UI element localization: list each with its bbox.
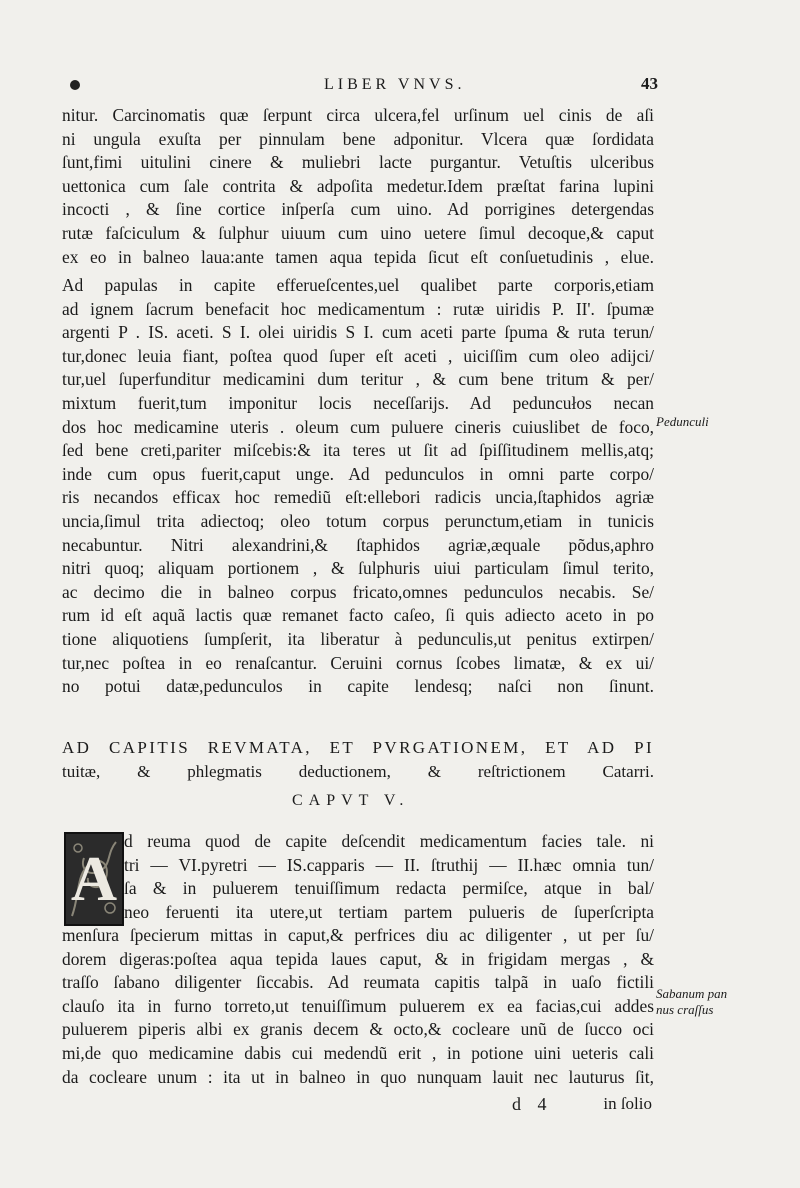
paragraph-papulae-pedunculi xyxy=(62,274,654,699)
text-line: mixtum fuerit,tum imponitur locis neceſſarijs. Ad peduncułos necan xyxy=(62,392,654,413)
text-line: dos hoc medicamine uteris . oleum cum puluere cineris cuiuslibet de foco, xyxy=(62,416,654,437)
text-line: ad ignem ſacrum benefacit hoc medicamentum : rutæ uiridis P. II'. ſpumæ xyxy=(62,298,654,319)
text-line: ni ungula exuſta per pinnulam bene adponitur. Vlcera quæ ſordidata xyxy=(62,128,654,149)
text-line: nitur. Carcinomatis quæ ſerpunt circa ulcera,fel urſinum uel cinis de aſi xyxy=(62,105,654,125)
text-line: Ad papulas in capite efferueſcentes,uel qualibet parte corporis,etiam xyxy=(62,275,654,295)
paragraph-reuma xyxy=(62,924,654,1089)
text-line: ſa & in puluerem tenuiſſimum redacta permiſce, atque in bal/ xyxy=(124,878,654,899)
text-line: menſura ſpecierum mittas in caput,& perfrices diu ac diligenter , ut per ſu/ xyxy=(62,925,654,945)
text-line: tri — VI.pyretri — IS.capparis — II. ſtruthij — II.hæc omnia tun/ xyxy=(124,854,654,875)
running-title: LIBER VNVS. xyxy=(324,76,466,93)
text-line: clauſo ita in furno torreto,ut tenuiſſimum puluerem ex ea facias,cui addes xyxy=(62,995,654,1016)
text-line: ſed bene creti,pariter miſcebis:& ita teres ut ſit ad ſpiſſitudinem mellis,atq; xyxy=(62,440,654,461)
catchword: in ſolio xyxy=(603,1094,652,1113)
text-line: rutæ faſciculum & ſulphur uiuum cum uino uetere ſimul decoque,& caput xyxy=(62,222,654,243)
text-line: argenti P . IS. aceti. S I. olei uiridis S I. cum aceti parte ſpuma & ruta terun/ xyxy=(62,322,654,343)
text-line: uncia,ſimul trita adiectoq; oleo totum corpus perunctum,etiam in tunicis xyxy=(62,510,654,531)
initial-letter: A xyxy=(70,843,118,914)
signature-mark: d 4 xyxy=(512,1094,553,1114)
text-line: tur,donec leuia fiant, poſtea quod ſuper eſt aceti , uiciſſim cum oleo adijci/ xyxy=(62,345,654,366)
text-line: rum id eſt aquã lactis quæ remanet facto caſeo, ſi quis adiecto aceto in po xyxy=(62,605,654,626)
text-line: necabuntur. Nitri alexandrini,& ſtaphidos agriæ,æquale põdus,aphro xyxy=(62,534,654,555)
text-line: ex eo in balneo laua:ante tamen aqua tepida ſicut eſt conſuetudinis , elue. xyxy=(62,246,654,267)
section-heading-line: AD CAPITIS REVMATA, ET PVRGATIONEM, ET AD PI xyxy=(62,738,654,757)
text-line: dorem digeras:poſtea aqua tepida laues caput, & in frigidam mergas , & xyxy=(62,948,654,969)
paragraph-ulcers xyxy=(62,104,654,269)
chapter-title: CAPVT V. xyxy=(292,792,410,809)
section-heading-line: tuitæ, & phlegmatis deductionem, & reſtrictionem Catarri. xyxy=(62,761,654,781)
section-heading xyxy=(62,736,654,783)
text-line: inde cum opus fuerit,caput unge. Ad pedunculos in omni parte corpo/ xyxy=(62,463,654,484)
text-line: mi,de quo medicamine dabis cui medendũ erit , in potione uini ueteris cali xyxy=(62,1042,654,1063)
page-footer xyxy=(62,1094,654,1118)
text-line: ris necandos efficax hoc remediũ eſt:ellebori radicis uncia,ſtaphidos agriæ xyxy=(62,487,654,508)
text-line: da cocleare unum : ita ut in balneo in quo nunquam lauit nec lauturus ſit, xyxy=(62,1066,654,1087)
margin-note-sabanum: Sabanum pan nus craſſus xyxy=(656,986,728,1017)
text-line: ac decimo die in balneo corpus fricato,omnes pedunculos necabis. Se/ xyxy=(62,581,654,602)
text-line: no potui datæ,pedunculos in capite lendesq; naſci non ſinunt. xyxy=(62,676,654,697)
text-line: d reuma quod de capite deſcendit medicamentum facies tale. ni xyxy=(124,831,654,851)
page-header xyxy=(62,76,658,100)
text-line: tur,uel ſuperfunditur medicamini dum teritur , & cum bene tritum & per/ xyxy=(62,369,654,390)
text-line: neo feruenti ita utere,ut tertiam partem pulueris de ſuperſcripta xyxy=(124,901,654,922)
text-line: incocti , & ſine cortice inſperſa cum uino. Ad porrigines detergendas xyxy=(62,199,654,220)
text-line: puluerem piperis albi ex granis decem & octo,& cocleare unũ de ſucco oci xyxy=(62,1019,654,1040)
text-line: nitri quoq; aliquam portionem , & ſulphuris uiui particulam ſimul terito, xyxy=(62,558,654,579)
text-line: uettonica cum ſale contrita & adpoſita medetur.Idem præſtat farina lupini xyxy=(62,175,654,196)
paragraph-reuma-opening xyxy=(62,830,654,924)
text-line: traſſo ſabano diligenter ſiccabis. Ad reumata capitis talpã in uaſo fictili xyxy=(62,972,654,993)
margin-note-pedunculi: Pedunculi xyxy=(656,414,709,429)
ornament-dot-icon xyxy=(70,80,80,90)
page-number: 43 xyxy=(641,74,658,93)
text-line: tur,nec poſtea in eo renaſcantur. Ceruini cornus ſcobes limatæ, & ex ui/ xyxy=(62,652,654,673)
text-line: tione aliquotiens ſumpſerit, ita liberatur à pedunculis,ut penitus extirpen/ xyxy=(62,628,654,649)
text-line: ſunt,fimi uitulini cinere & muliebri lacte purgantur. Vetuſtis ulceribus xyxy=(62,152,654,173)
